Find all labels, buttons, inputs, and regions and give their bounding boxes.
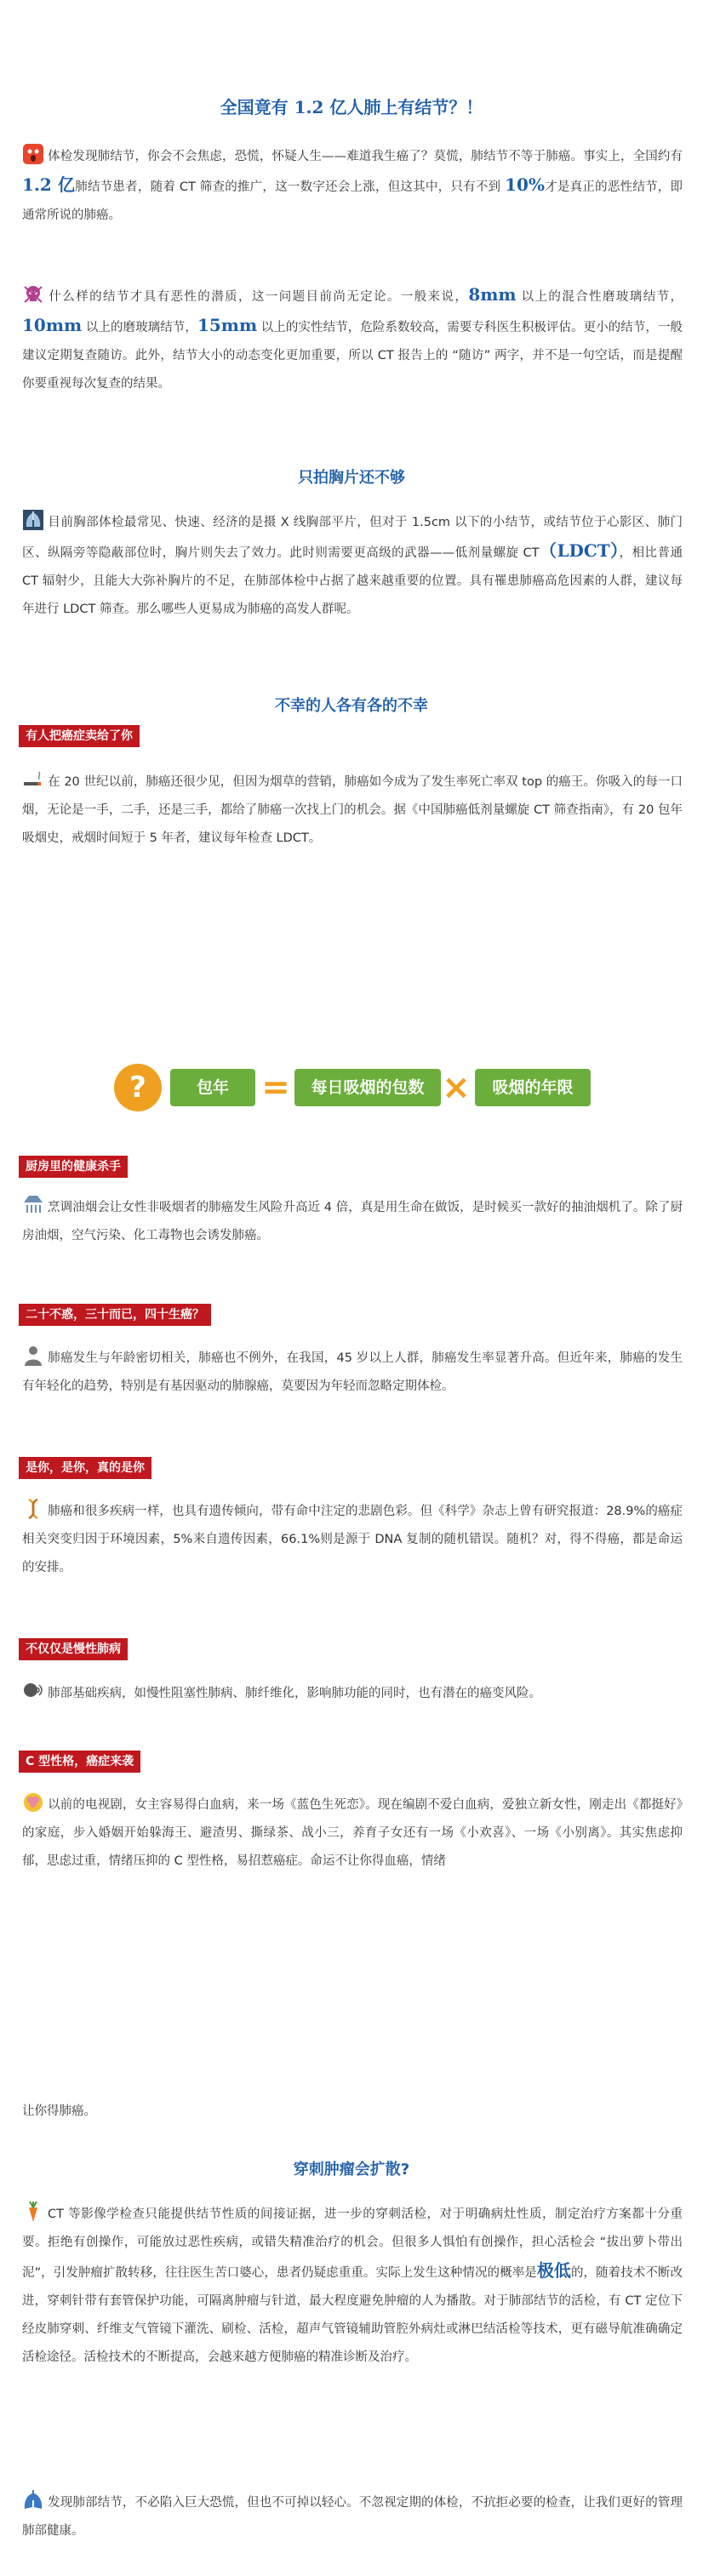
kitchen-paragraph: 烹调油烟会让女性非吸烟者的肺癌发生风险升高近 4 倍，真是用生命在做饭，是时候买一款好的抽油烟机了。除了厨房油烟，空气污染、化工毒物也会诱发肺癌。 bbox=[22, 1194, 683, 1250]
shocked-face-icon bbox=[22, 143, 44, 165]
formula-equals: = bbox=[261, 1068, 290, 1107]
tobacco-paragraph: 在 20 世纪以前，肺癌还很少见，但因为烟草的营销，肺癌如今成为了发生率死亡率双 top 的癌王。你吸入的每一口烟，无论是一手，二手，还是三手，都给了肺癌一次找上门的机会。据《中国肺癌低剂量螺旋 CT 筛查指南》，有 20 包年吸烟史，戒烟时间短于 5 年者，建议每年检查 LDCT。 bbox=[22, 768, 683, 853]
tag-tobacco: 有人把癌症卖给了你 bbox=[19, 725, 140, 747]
intro-paragraph: 体检发现肺结节，你会不会焦虑，恐慌，怀疑人生——难道我生癌了？莫慌，肺结节不等于肺癌。事实上，全国约有 1.2 亿肺结节患者，随着 CT 筛查的推广，这一数字还会上涨，但这其中，只有不到 10%才是真正的恶性结节，即通常所说的肺癌。 bbox=[22, 143, 683, 230]
closing-paragraph: 发现肺部结节，不必陷入巨大恐慌，但也不可掉以轻心。不忽视定期的体检，不抗拒必要的检查，让我们更好的管理肺部健康。 bbox=[22, 2489, 683, 2545]
person-silhouette-icon bbox=[22, 1345, 44, 1367]
stat-patients: 1.2 亿 bbox=[22, 174, 76, 195]
headline-nodules bbox=[0, 94, 703, 118]
pack-year-formula bbox=[114, 1062, 591, 1113]
brain-icon bbox=[22, 1791, 44, 1813]
nodule-size-paragraph: 什么样的结节才具有恶性的潜质，这一问题目前尚无定论。一般来说，8mm 以上的混合性磨玻璃结节，10mm 以上的磨玻璃结节，15mm 以上的实性结节，危险系数较高，需要专科医生积极评估。更小的结节，一般建议定期复查随访。此外，结节大小的动态变化更加重要，所以 CT 报告上的 “随访” 两字，并不是一句空话，而是提醒你要重视每次复查的结果。 bbox=[22, 284, 683, 391]
range-hood-icon bbox=[22, 1194, 44, 1216]
section-title-risk: 不幸的人各有各的不幸 bbox=[275, 697, 428, 715]
skull-icon bbox=[22, 283, 44, 306]
headline-pre: 全国竟有 bbox=[220, 97, 294, 117]
personality-paragraph-end: 让你得肺癌。 bbox=[22, 2105, 96, 2118]
headline-post: 亿人肺上有结节？！ bbox=[323, 97, 483, 117]
tag-genetics: 是你，是你，真的是你 bbox=[19, 1457, 151, 1479]
formula-packs-per-day: 每日吸烟的包数 bbox=[294, 1069, 441, 1106]
tag-personality: C 型性格，癌症来袭 bbox=[19, 1751, 140, 1773]
lung-xray-icon bbox=[22, 509, 44, 531]
emphasis-very-low: 极低 bbox=[536, 2260, 571, 2281]
genetics-paragraph: 肺癌和很多疾病一样，也具有遗传倾向，带有命中注定的悲剧色彩。但《科学》杂志上曾有研究报道：28.9%的癌症相关突变归因于环境因素，5%来自遗传因素，66.1%则是源于 DNA 复制的随机错误。随机？对，得不得癌，都是命运的安排。 bbox=[22, 1498, 683, 1582]
formula-years-smoked: 吸烟的年限 bbox=[475, 1069, 591, 1106]
biopsy-paragraph: CT 等影像学检查只能提供结节性质的间接证据，进一步的穿刺活检，对于明确病灶性质，制定治疗方案都十分重要。拒绝有创操作，可能放过恶性疾病，或错失精准治疗的机会。但很多人惧怕有创操作，担心活检会 “拔出萝卜带出泥”，引发肿瘤扩散转移，往往医生苦口婆心，患者仍疑虑重重。实际上发生这种情况的概率是极低的，随着技术不断改进，穿刺针带有套管保护功能，可隔离肿瘤与针道，最大程度避免肿瘤的人为播散。对于肺部结节的活检，有 CT 定位下经皮肺穿刺、纤维支气管镜下灌洗、刷检、活检，超声气管镜辅助管腔外病灶或淋巴结活检等技术，更有磁导航准确确定活检途径。活检技术的不断提高，会越来越方便肺癌的精准诊断及治疗。 bbox=[22, 2201, 683, 2372]
question-icon: ? bbox=[114, 1064, 162, 1111]
dna-icon bbox=[22, 1498, 44, 1520]
personality-paragraph: 以前的电视剧，女主容易得白血病，来一场《蓝色生死恋》。现在编剧不爱白血病，爱独立新女性，刚走出《都挺好》的家庭，步入婚姻开始躲海王、避渣男、撕绿茶、战小三，养育子女还有一场《小欢喜》、一场《小别离》。其实焦虑抑郁，思虑过重，情绪压抑的 C 型性格，易招惹癌症。命运不让你得血癌，情绪 bbox=[22, 1791, 683, 1876]
tag-age: 二十不惑，三十而已，四十生癌？ bbox=[19, 1304, 211, 1326]
formula-times: × bbox=[442, 1068, 471, 1107]
speaking-head-icon bbox=[22, 1680, 44, 1702]
cigarette-icon bbox=[22, 768, 44, 791]
lungs-icon bbox=[22, 2489, 44, 2511]
stat-malignant: 10% bbox=[505, 174, 545, 195]
section-title-xray: 只拍胸片还不够 bbox=[298, 469, 405, 487]
xray-paragraph: 目前胸部体检最常见、快速、经济的是摄 X 线胸部平片，但对于 1.5cm 以下的小结节，或结节位于心影区、肺门区、纵隔旁等隐蔽部位时，胸片则失去了效力。此时则需要更高级的武器——低剂量螺旋 CT（LDCT），相比普通 CT 辐射少，且能大大弥补胸片的不足，在肺部体检中占据了越来越重要的位置。具有罹患肺癌高危因素的人群，建议每年进行 LDCT 筛查。那么哪些人更易成为肺癌的高发人群呢。 bbox=[22, 509, 683, 624]
tag-chronic-disease: 不仅仅是慢性肺病 bbox=[19, 1638, 128, 1660]
chronic-disease-paragraph: 肺部基础疾病，如慢性阻塞性肺病、肺纤维化，影响肺功能的同时，也有潜在的癌变风险。 bbox=[22, 1680, 683, 1708]
section-title-biopsy: 穿刺肿瘤会扩散? bbox=[293, 2161, 410, 2179]
carrot-icon bbox=[22, 2201, 44, 2223]
headline-num: 1.2 bbox=[294, 97, 324, 117]
tag-kitchen: 厨房里的健康杀手 bbox=[19, 1156, 128, 1178]
age-paragraph: 肺癌发生与年龄密切相关，肺癌也不例外，在我国，45 岁以上人群，肺癌发生率显著升高。但近年来，肺癌的发生有年轻化的趋势，特别是有基因驱动的肺腺癌，莫要因为年轻而忽略定期体检。 bbox=[22, 1345, 683, 1401]
formula-pack-years: 包年 bbox=[170, 1069, 255, 1106]
